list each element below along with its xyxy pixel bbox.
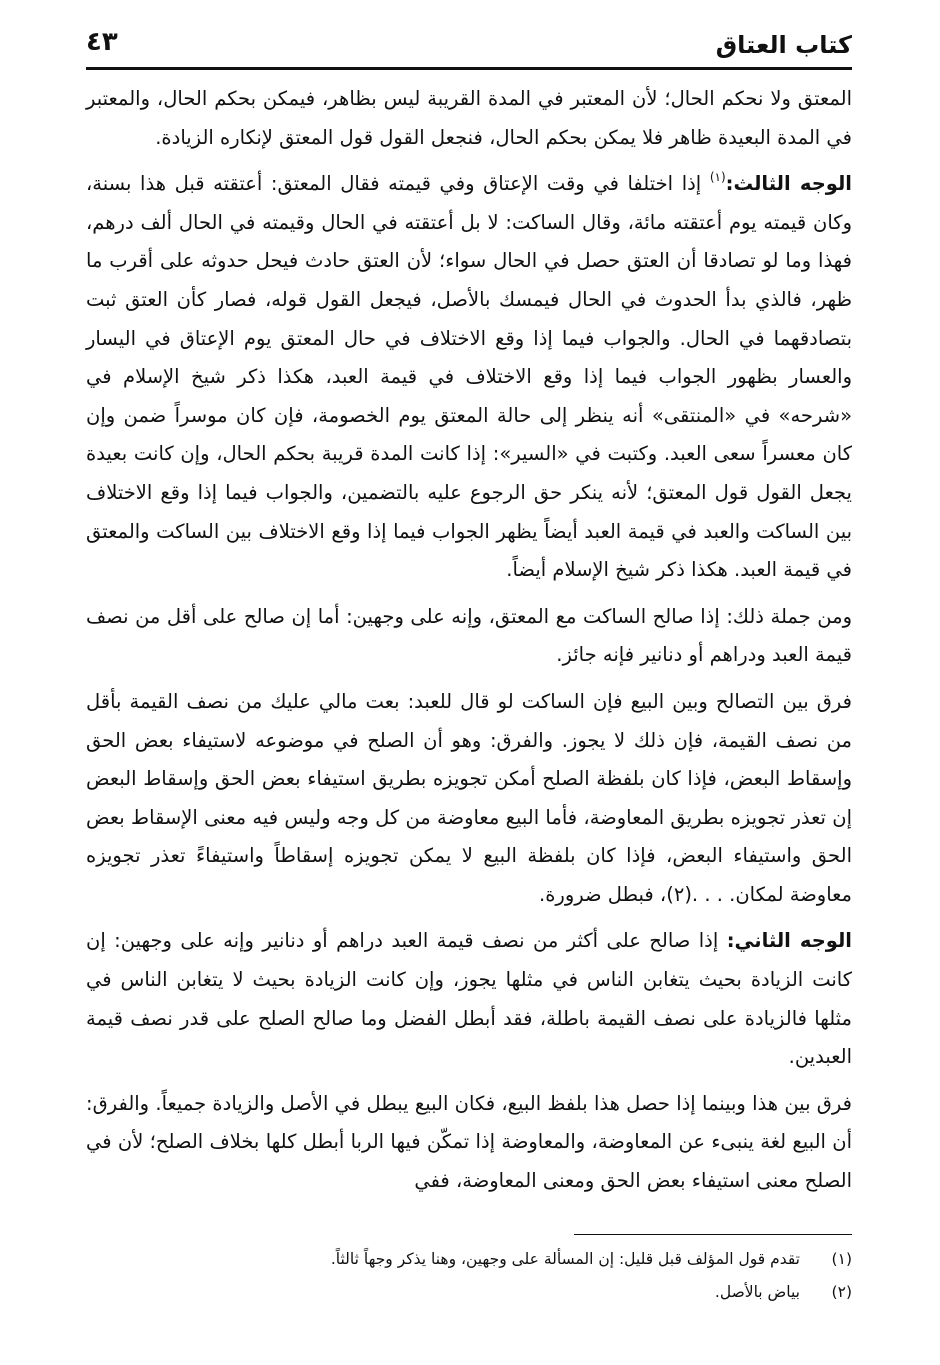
page-number: ٤٣ — [86, 27, 118, 57]
footnote-divider — [574, 1234, 852, 1235]
paragraph — [86, 165, 852, 590]
footnote-text: تقدم قول المؤلف قبل قليل: إن المسألة على وجهين، وهنا يذكر وجهاً ثالثاً. — [330, 1250, 800, 1268]
paragraph — [86, 1085, 852, 1201]
paragraph-text: إذا اختلفا في وقت الإعتاق وفي قيمته فقال المعتق: أعتقته قبل هذا بسنة، وكان قيمته يوم أعتقته مائة، وقال الساكت: لا بل أعتقته في الحال وقيمته في الحال ألف درهم، فهذا وما لو تصادقا أن العتق حصل في الحال سواء؛ لأن العتق حادث فيحل حدوثه على أقرب ما ظهر، فالذي بدأ الحدوث في الحال فيمسك بالأصل، فيجعل القول قوله، فصار كأن العتق ثبت بتصادقهما في الحال. والجواب فيما إذا وقع الاختلاف في حال المعتق يوم الإعتاق في اليسار والعسار بظهور الجواب فيما إذا وقع الاختلاف في قيمة العبد، هكذا ذكر شيخ الإسلام في «شرحه» في «المنتقى» أنه ينظر إلى حالة المعتق يوم الخصومة، فإن كان موسراً ضمن وإن كان معسراً سعى العبد. وكتبت في «السير»: إذا كانت المدة قريبة بحكم الحال، وإن كانت بعيدة يجعل القول قول المعتق؛ لأنه ينكر حق الرجوع عليه بالتضمين، والجواب فيما إذا وقع الاختلاف بين الساكت والعبد في قيمة العبد أيضاً يظهر الجواب فيما إذا وقع الاختلاف بين الساكت والمعتق في قيمة العبد. هكذا ذكر شيخ الإسلام أيضاً. — [86, 172, 852, 582]
paragraph — [86, 683, 852, 915]
paragraph-text: فرق بين التصالح وبين البيع فإن الساكت لو قال للعبد: بعت مالي عليك من نصف القيمة بأقل من نصف القيمة، فإن ذلك لا يجوز. والفرق: وهو أن الصلح في موضوعه لاستيفاء بعض الحق وإسقاط البعض، فإذا كان بلفظة الصلح أمكن تجويزه بطريق استيفاء بعض الحق وإسقاط البعض إن تعذر تجويزه بطريق المعاوضة، فأما البيع معاوضة من كل وجه وليس فيه معنى الإسقاط بعض الحق واستيفاء البعض، فإذا كان بلفظة البيع لا يمكن تجويزه إسقاطاً واستيفاءً تعذر تجويزه معاوضة لمكان. . . .(٢)، فبطل ضرورة. — [86, 689, 852, 906]
footnote — [86, 1276, 852, 1309]
footnote-number: (١) — [831, 1250, 852, 1268]
section-lead: الوجه الثاني: — [726, 929, 852, 953]
body-text — [86, 80, 852, 1209]
header-rule — [86, 67, 852, 70]
paragraph-text: ومن جملة ذلك: إذا صالح الساكت مع المعتق، وإنه على وجهين: أما إن صالح على أقل من نصف قيمة العبد ودراهم أو دنانير فإنه جائز. — [86, 604, 852, 667]
paragraph-text: المعتق ولا نحكم الحال؛ لأن المعتبر في المدة القريبة ليس بظاهر، فيمكن بحكم الحال، والمعتبر في المدة البعيدة ظاهر فلا يمكن بحكم الحال، فنجعل القول قول المعتق لإنكاره الزيادة. — [86, 87, 852, 149]
footnote — [86, 1243, 852, 1276]
section-lead: الوجه الثالث: — [725, 172, 852, 196]
footnote-reference: (١) — [709, 170, 726, 185]
running-title: كتاب العتاق — [715, 31, 852, 59]
paragraph-text: إذا صالح على أكثر من نصف قيمة العبد دراهم أو دنانير وإنه على وجهين: إن كانت الزيادة بحيث يتغابن الناس في مثلها يجوز، وإن كانت الزيادة بحيث لا يتغابن الناس في مثلها فالزيادة على نصف القيمة باطلة، فقد أبطل الفضل وما صالح الصلح على قدر نصف قيمة العبدين. — [86, 929, 852, 1069]
page-header — [86, 24, 852, 66]
paragraph-text: فرق بين هذا وبينما إذا حصل هذا بلفظ البيع، فكان البيع يبطل في الأصل والزيادة جميعاً. والفرق: أن البيع لغة ينبىء عن المعاوضة، والمعاوضة إذا تمكّن فيها الربا أبطل كلها بخلاف الصلح؛ لأن في الصلح معنى استيفاء بعض الحق ومعنى المعاوضة، ففي — [86, 1091, 852, 1193]
paragraph — [86, 80, 852, 157]
footnote-text: بياض بالأصل. — [714, 1283, 800, 1301]
footnote-number: (٢) — [831, 1283, 852, 1301]
paragraph — [86, 922, 852, 1076]
paragraph — [86, 598, 852, 675]
footnotes — [86, 1243, 852, 1309]
